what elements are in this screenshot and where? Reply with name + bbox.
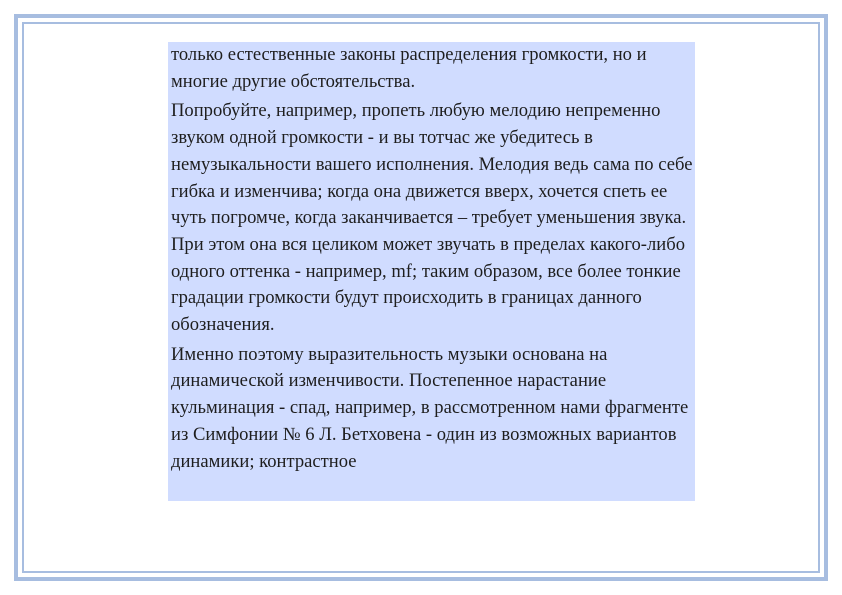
paragraph-3: Именно поэтому выразительность музыки основана на динамической изменчивости. Постепенное нарастание кульминация - спад, например, в рассмотренном нами фрагменте из Симфонии № 6 Л. Бетховена - один из возможных вариантов динамики; контрастное: [171, 343, 689, 472]
paragraph-2: Попробуйте, например, пропеть любую мелодию непременно звуком одной громкости - и вы тотчас же убедитесь в немузыкальности вашего исполнения. Мелодия ведь сама по себе гибка и изменчива; когда она движется вверх, хочется спеть ее чуть погромче, когда заканчивается – требует уменьшения звука. При этом она вся целиком может звучать в пределах какого-либо одного оттенка - например, mf; таким образом, все более тонкие градации громкости будут происходить в границах данного обозначения.: [171, 100, 693, 336]
paragraph-1: только естественные законы распределения громкости, но и многие другие обстоятельства.: [171, 44, 647, 92]
text-block: [168, 42, 695, 501]
